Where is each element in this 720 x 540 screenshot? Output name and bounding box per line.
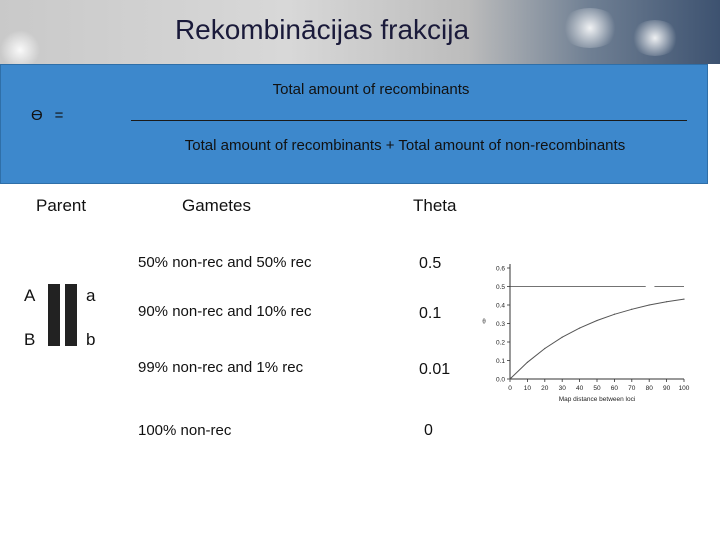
x-tick-label: 40 [575,385,584,392]
data-point [509,378,510,379]
x-tick-label: 70 [628,385,636,392]
data-point [649,304,650,305]
y-tick-label: 0.3 [495,321,505,328]
theta-symbol: ϴ [31,107,43,124]
data-point [666,301,667,302]
data-point [579,328,580,329]
allele-label: B [24,330,36,349]
x-tick-label: 30 [558,385,566,392]
data-point [527,362,528,363]
recombination-chart [472,258,692,408]
y-tick-label: 0.6 [495,265,505,273]
x-tick-label: 60 [610,385,619,392]
slide-title: Rekombinācijas frakcija [174,14,470,45]
data-point [683,298,684,299]
header-theta: Theta [413,196,457,215]
y-tick-label: 0.4 [495,302,505,310]
y-tick-label: 0.1 [495,358,505,365]
allele-label: A [24,286,36,305]
gametes-cell: 50% non-rec and 50% rec [138,254,312,271]
formula-numerator: Total amount of recombinants [272,81,470,98]
header-parent: Parent [36,196,87,215]
allele-label: a [86,286,96,305]
x-tick-label: 100 [678,385,690,392]
y-tick-label: 0.0 [495,376,505,384]
chromosome-bar [65,284,77,346]
formula-denominator: Total amount of recombinants + Total amount of non-recombinants [184,137,626,154]
gametes-cell: 100% non-rec [138,422,232,439]
data-point [544,348,545,349]
data-point [562,337,563,338]
formula-lhs [31,107,75,124]
y-tick-label: 0.5 [495,284,505,291]
gametes-cell: 99% non-rec and 1% rec [138,359,304,376]
gametes-cell: 90% non-rec and 10% rec [138,303,312,320]
x-tick-label: 20 [541,385,549,392]
x-tick-label: 80 [645,385,653,392]
allele-label: b [86,330,96,349]
theta-cell: 0 [424,422,433,439]
equals-sign: = [54,107,64,124]
data-point [614,314,615,315]
fraction-line [131,120,687,121]
x-tick-label: 50 [593,385,601,392]
y-tick-label: 0.2 [495,339,505,347]
x-axis-label: Map distance between loci [558,396,636,403]
x-tick-label: 90 [662,385,671,392]
theta-cell: 0.5 [419,255,442,272]
x-tick-label: 0 [508,385,512,392]
x-tick-label: 10 [523,385,532,392]
header-gametes: Gametes [182,196,251,215]
formula-box [0,64,708,184]
data-point [596,320,597,321]
theta-cell: 0.01 [419,361,451,378]
theta-cell: 0.1 [419,305,442,322]
series-line [510,299,684,379]
y-axis-label: θ [482,317,486,326]
data-point [631,309,632,310]
chromosome-bar [48,284,60,346]
